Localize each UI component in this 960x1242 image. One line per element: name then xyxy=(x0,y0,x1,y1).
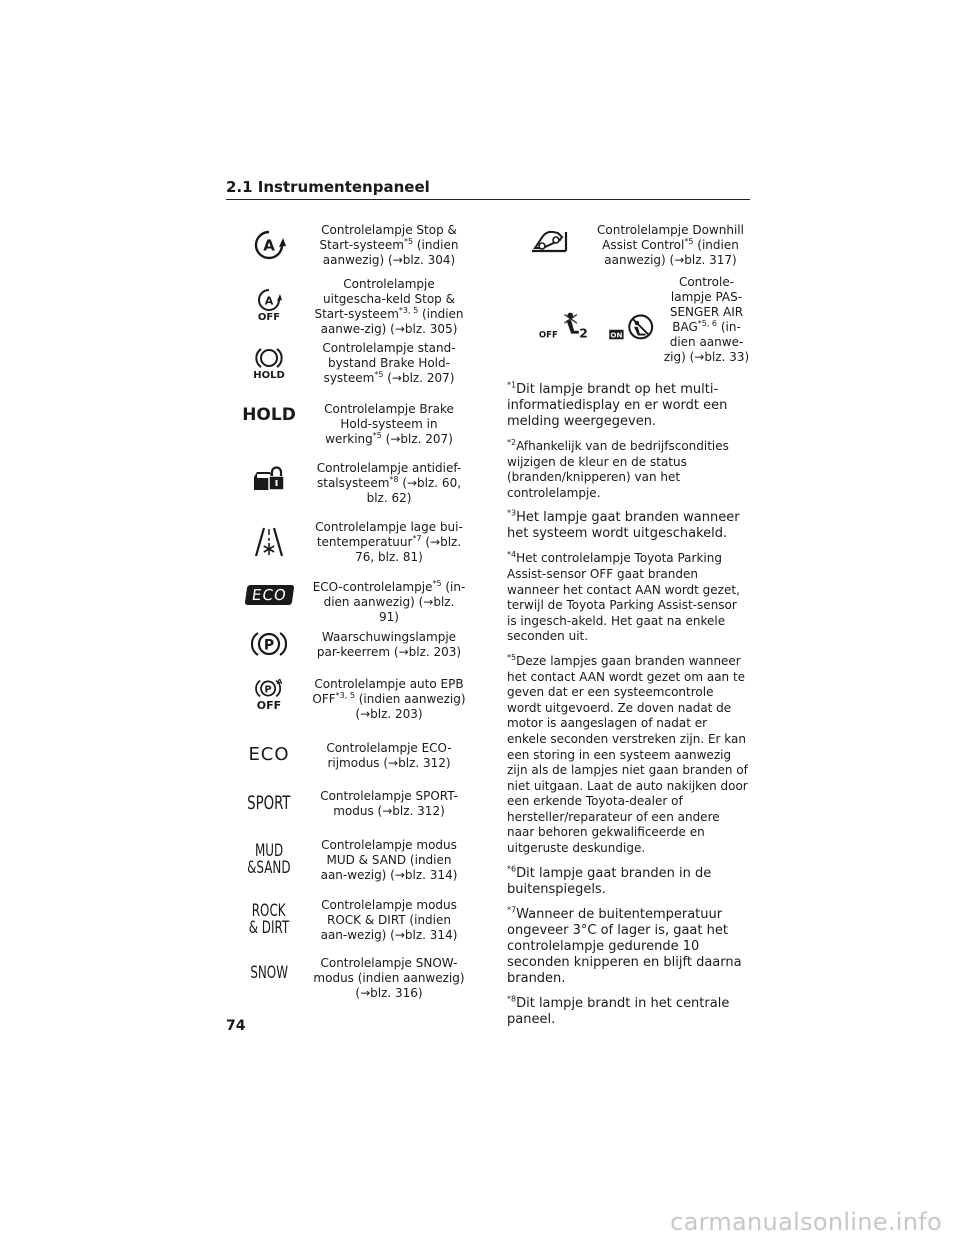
auto-epb-off-icon: P A OFF xyxy=(256,677,283,712)
indicator-description: Controlelampje modus MUD & SAND (indien aan-wezig) (→blz. 314) xyxy=(320,838,458,882)
svg-text:P: P xyxy=(264,684,272,696)
indicator-description: Controlelampje stand-bystand Brake Hold-systeem$^{*5}$ (→blz. 207) xyxy=(322,341,456,385)
indicator-description: Controlelampje Downhill Assist Control$^{*5}$ (indien aanwezig) (→blz. 317) xyxy=(597,223,744,267)
indicator-description: Controlelampje Brake Hold-systeem in werking$^{*5}$ (→blz. 207) xyxy=(324,402,454,446)
svg-text:2: 2 xyxy=(579,326,588,341)
eco-indicator-icon: ECO xyxy=(226,580,312,610)
indicator-description: Controlelampje ECO-rijmodus (→blz. 312) xyxy=(326,741,452,770)
mud-sand-mode-icon: MUD &SAND xyxy=(247,841,291,878)
indicator-description: Controlelampje uitgescha-keld Stop & Start-systeem$^{*3, 5}$ (indien aanwe-zig) (→blz. 305) xyxy=(314,277,464,336)
auto-stop-start-icon xyxy=(226,223,312,267)
indicator-description: Controlelampje lage bui-tentemperatuur$^{*7}$ (→blz. 76, blz. 81) xyxy=(315,520,463,564)
indicator-row-passenger-airbag xyxy=(507,275,750,375)
footnote: $^{*2}$Afhankelijk van de bedrijfscondities wijzigen de kleur en de status (branden/knipperen) van het controlelampje. xyxy=(507,438,729,500)
svg-text:A: A xyxy=(264,294,274,307)
rock-dirt-mode-icon: ROCK & DIRT xyxy=(248,901,290,938)
footnote: $^{*6}$Dit lampje gaat branden in de buitenspiegels. xyxy=(507,864,712,897)
snow-mode-icon: SNOW xyxy=(250,962,288,983)
auto-stop-start-off-icon: A OFF xyxy=(226,277,312,333)
indicator-row-rock-dirt xyxy=(226,898,466,948)
indicator-description: Controlelampje SNOW-modus (indien aanwezig) (→blz. 316) xyxy=(313,956,465,1000)
svg-text:ON: ON xyxy=(610,330,623,340)
svg-text:OFF: OFF xyxy=(538,330,558,341)
footnote: $^{*4}$Het controlelampje Toyota Parking Assist-sensor OFF gaat branden wanneer het contact AAN wordt gezet, terwijl de Toyota Parking Assist-sensor is ingesch-akeld. Het gaat na enkele seconden uit. xyxy=(507,550,740,644)
low-outside-temperature-icon xyxy=(226,520,312,564)
footnote: $^{*5}$Deze lampjes gaan branden wanneer het contact AAN wordt gezet om aan te geven dat er een systeemcontrole wordt uitgevoerd. Ze doven nadat de motor is aangeslagen of nadat er enkele seconden verstreken zijn. Er kan een storing in een systeem aanwezig zijn als de lampjes niet gaan branden of niet uitgaan. Laat de auto nakijken door een erkende Toyota-dealer of hersteller/reparateur of een andere naar behoren gekwalificeerde en uitgeruste deskundige. xyxy=(507,652,748,856)
indicator-description: Controlelampje modus ROCK & DIRT (indien aan-wezig) (→blz. 314) xyxy=(320,898,458,942)
footnote: $^{*1}$Dit lampje brandt op het multi-informatiedisplay en er wordt een melding weergegeven. xyxy=(507,380,728,429)
indicator-row-brake-hold-standby xyxy=(226,341,466,385)
page-number: 74 xyxy=(226,1018,246,1034)
footnote: $^{*3}$Het lampje gaat branden wanneer het systeem wordt uitgeschakeld. xyxy=(507,509,740,542)
eco-drive-mode-icon: ECO xyxy=(248,743,290,765)
brake-hold-standby-icon: HOLD xyxy=(226,341,312,385)
footnote: $^{*8}$Dit lampje brandt in het centrale paneel. xyxy=(507,994,730,1027)
indicator-description: Controlelampje SPORT-modus (→blz. 312) xyxy=(320,789,458,818)
parking-brake-icon xyxy=(226,627,312,661)
indicator-row-security xyxy=(226,461,466,505)
indicator-description: Controlelampje Stop & Start-systeem$^{*5}$ (indien aanwezig) (→blz. 304) xyxy=(319,223,459,267)
indicator-row-parking-brake xyxy=(226,630,466,664)
watermark: carmanualsonline.info xyxy=(670,1208,942,1236)
indicator-description: Controlelampje antidief-stalsysteem$^{*8}$ (→blz. 60, blz. 62) xyxy=(316,461,462,505)
indicator-description: Controlelampje auto EPB OFF$^{*3, 5}$ (indien aanwezig) (→blz. 203) xyxy=(312,677,466,721)
indicator-row-auto-epb-off xyxy=(226,677,466,733)
indicator-row-snow xyxy=(226,956,466,1002)
passenger-airbag-icon xyxy=(535,297,655,353)
footnote: $^{*7}$Wanneer de buitentemperatuur ongeveer 3°C of lager is, gaat het controlelampje gedurende 10 seconden knipperen en blijft daarna branden. xyxy=(507,905,742,986)
indicator-description: Controle-lampje PAS-SENGER AIR BAG$^{*5, 6}$ (in-dien aanwe-zig) (→blz. 33) xyxy=(663,275,750,364)
indicator-description: Waarschuwingslampje par-keerrem (→blz. 203) xyxy=(316,630,462,659)
svg-text:A: A xyxy=(263,236,275,255)
indicator-row-low-temperature xyxy=(226,520,466,564)
indicator-row-stop-start xyxy=(226,223,466,267)
footnotes xyxy=(507,382,750,1037)
sport-mode-icon: SPORT xyxy=(247,791,291,814)
indicator-row-brake-hold-operated xyxy=(226,402,466,446)
svg-text:P: P xyxy=(263,637,275,654)
indicator-row-stop-start-off xyxy=(226,277,466,336)
section-title: 2.1 Instrumentenpaneel xyxy=(226,178,750,200)
indicator-row-downhill-assist xyxy=(507,223,750,267)
svg-text:A: A xyxy=(276,677,283,687)
indicator-row-mud-sand xyxy=(226,838,466,888)
downhill-assist-icon xyxy=(507,223,591,259)
security-indicator-icon xyxy=(226,461,312,495)
indicator-row-eco xyxy=(226,579,466,624)
brake-hold-operated-icon: HOLD xyxy=(242,405,296,425)
indicator-row-sport xyxy=(226,789,466,823)
indicator-row-eco-drive xyxy=(226,741,466,775)
indicator-description: ECO-controlelampje$^{*5}$ (in-dien aanwezig) (→blz. 91) xyxy=(312,579,466,624)
